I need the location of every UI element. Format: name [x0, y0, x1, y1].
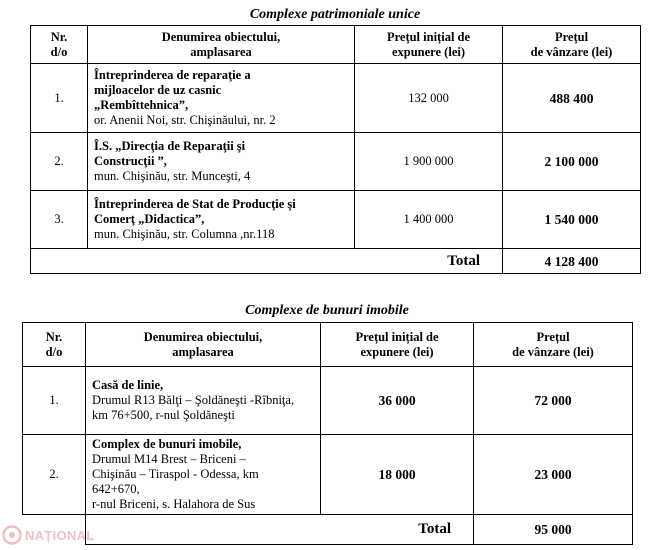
object-name: Complex de bunuri imobile, [92, 437, 242, 451]
object-name: Casă de linie, [92, 378, 164, 392]
row-number: 3. [31, 191, 88, 249]
object-name-cell [88, 191, 355, 249]
header-initial-price: Prețul inițial de expunere (lei) [321, 323, 474, 367]
table1-header-row [31, 26, 641, 64]
object-location: mun. Chişinău, str. Munceşti, 4 [94, 169, 251, 183]
initial-price: 1 400 000 [355, 191, 503, 249]
object-location: Drumul M14 Brest – Briceni – [92, 452, 246, 466]
sale-price: 2 100 000 [503, 133, 641, 191]
object-location: or. Anenii Noi, str. Chişinăului, nr. 2 [94, 113, 276, 127]
table-row [23, 435, 633, 515]
initial-price: 1 900 000 [355, 133, 503, 191]
object-location: Chişinău – Tiraspol - Odessa, km [92, 467, 259, 481]
header-sale-price: Prețul de vânzare (lei) [474, 323, 633, 367]
object-name: „Rembîttehnica”, [94, 98, 189, 112]
watermark-text: NAȚIONAL [25, 527, 95, 543]
table2-header-row [23, 323, 633, 367]
object-name: Î.S. „Direcţia de Reparaţii şi [94, 139, 246, 153]
table2 [22, 322, 633, 545]
header-sale-price: Prețul de vânzare (lei) [503, 26, 641, 64]
header-name: Denumirea obiectului, amplasarea [88, 26, 355, 64]
sale-price: 1 540 000 [503, 191, 641, 249]
object-name: Întreprinderea de Stat de Producţie şi [94, 197, 296, 211]
object-location: mun. Chişinău, str. Columna ,nr.118 [94, 227, 275, 241]
total-value: 95 000 [474, 515, 633, 545]
object-name-cell [86, 367, 321, 435]
header-initial-price: Prețul inițial de expunere (lei) [355, 26, 503, 64]
total-row [23, 515, 633, 545]
sale-price: 488 400 [503, 64, 641, 133]
national-watermark [2, 524, 95, 546]
header-nr: Nr. d/o [23, 323, 86, 367]
initial-price: 36 000 [321, 367, 474, 435]
header-name: Denumirea obiectului, amplasarea [86, 323, 321, 367]
object-name: Comerţ „Didactica”, [94, 212, 205, 226]
national-logo-icon [2, 525, 22, 545]
table-row [31, 64, 641, 133]
object-name-cell [86, 435, 321, 515]
table1-caption: Complexe patrimoniale unice [249, 7, 421, 22]
table-row [23, 367, 633, 435]
object-name-cell [88, 64, 355, 133]
row-number: 1. [23, 367, 86, 435]
total-row [31, 249, 641, 274]
initial-price: 132 000 [355, 64, 503, 133]
object-name: Întreprinderea de reparaţie a [94, 68, 251, 82]
table1 [30, 25, 641, 274]
object-name: mijloacelor de uz casnic [94, 83, 222, 97]
total-label: Total [31, 249, 503, 274]
sale-price: 72 000 [474, 367, 633, 435]
object-location: 642+670, [92, 482, 140, 496]
table-row [31, 133, 641, 191]
sale-price: 23 000 [474, 435, 633, 515]
object-location: km 76+500, r-nul Şoldăneşti [92, 408, 235, 422]
initial-price: 18 000 [321, 435, 474, 515]
total-value: 4 128 400 [503, 249, 641, 274]
row-number: 2. [31, 133, 88, 191]
row-number: 1. [31, 64, 88, 133]
object-location: r-nul Briceni, s. Halahora de Sus [92, 497, 256, 511]
object-name: Construcţii ”, [94, 154, 167, 168]
table-row [31, 191, 641, 249]
header-nr: Nr. d/o [31, 26, 88, 64]
object-location: Drumul R13 Bălţi – Şoldăneşti -Rîbniţa, [92, 393, 295, 407]
row-number: 2. [23, 435, 86, 515]
table2-caption: Complexe de bunuri imobile [245, 303, 409, 318]
total-label: Total [86, 515, 474, 545]
object-name-cell [88, 133, 355, 191]
